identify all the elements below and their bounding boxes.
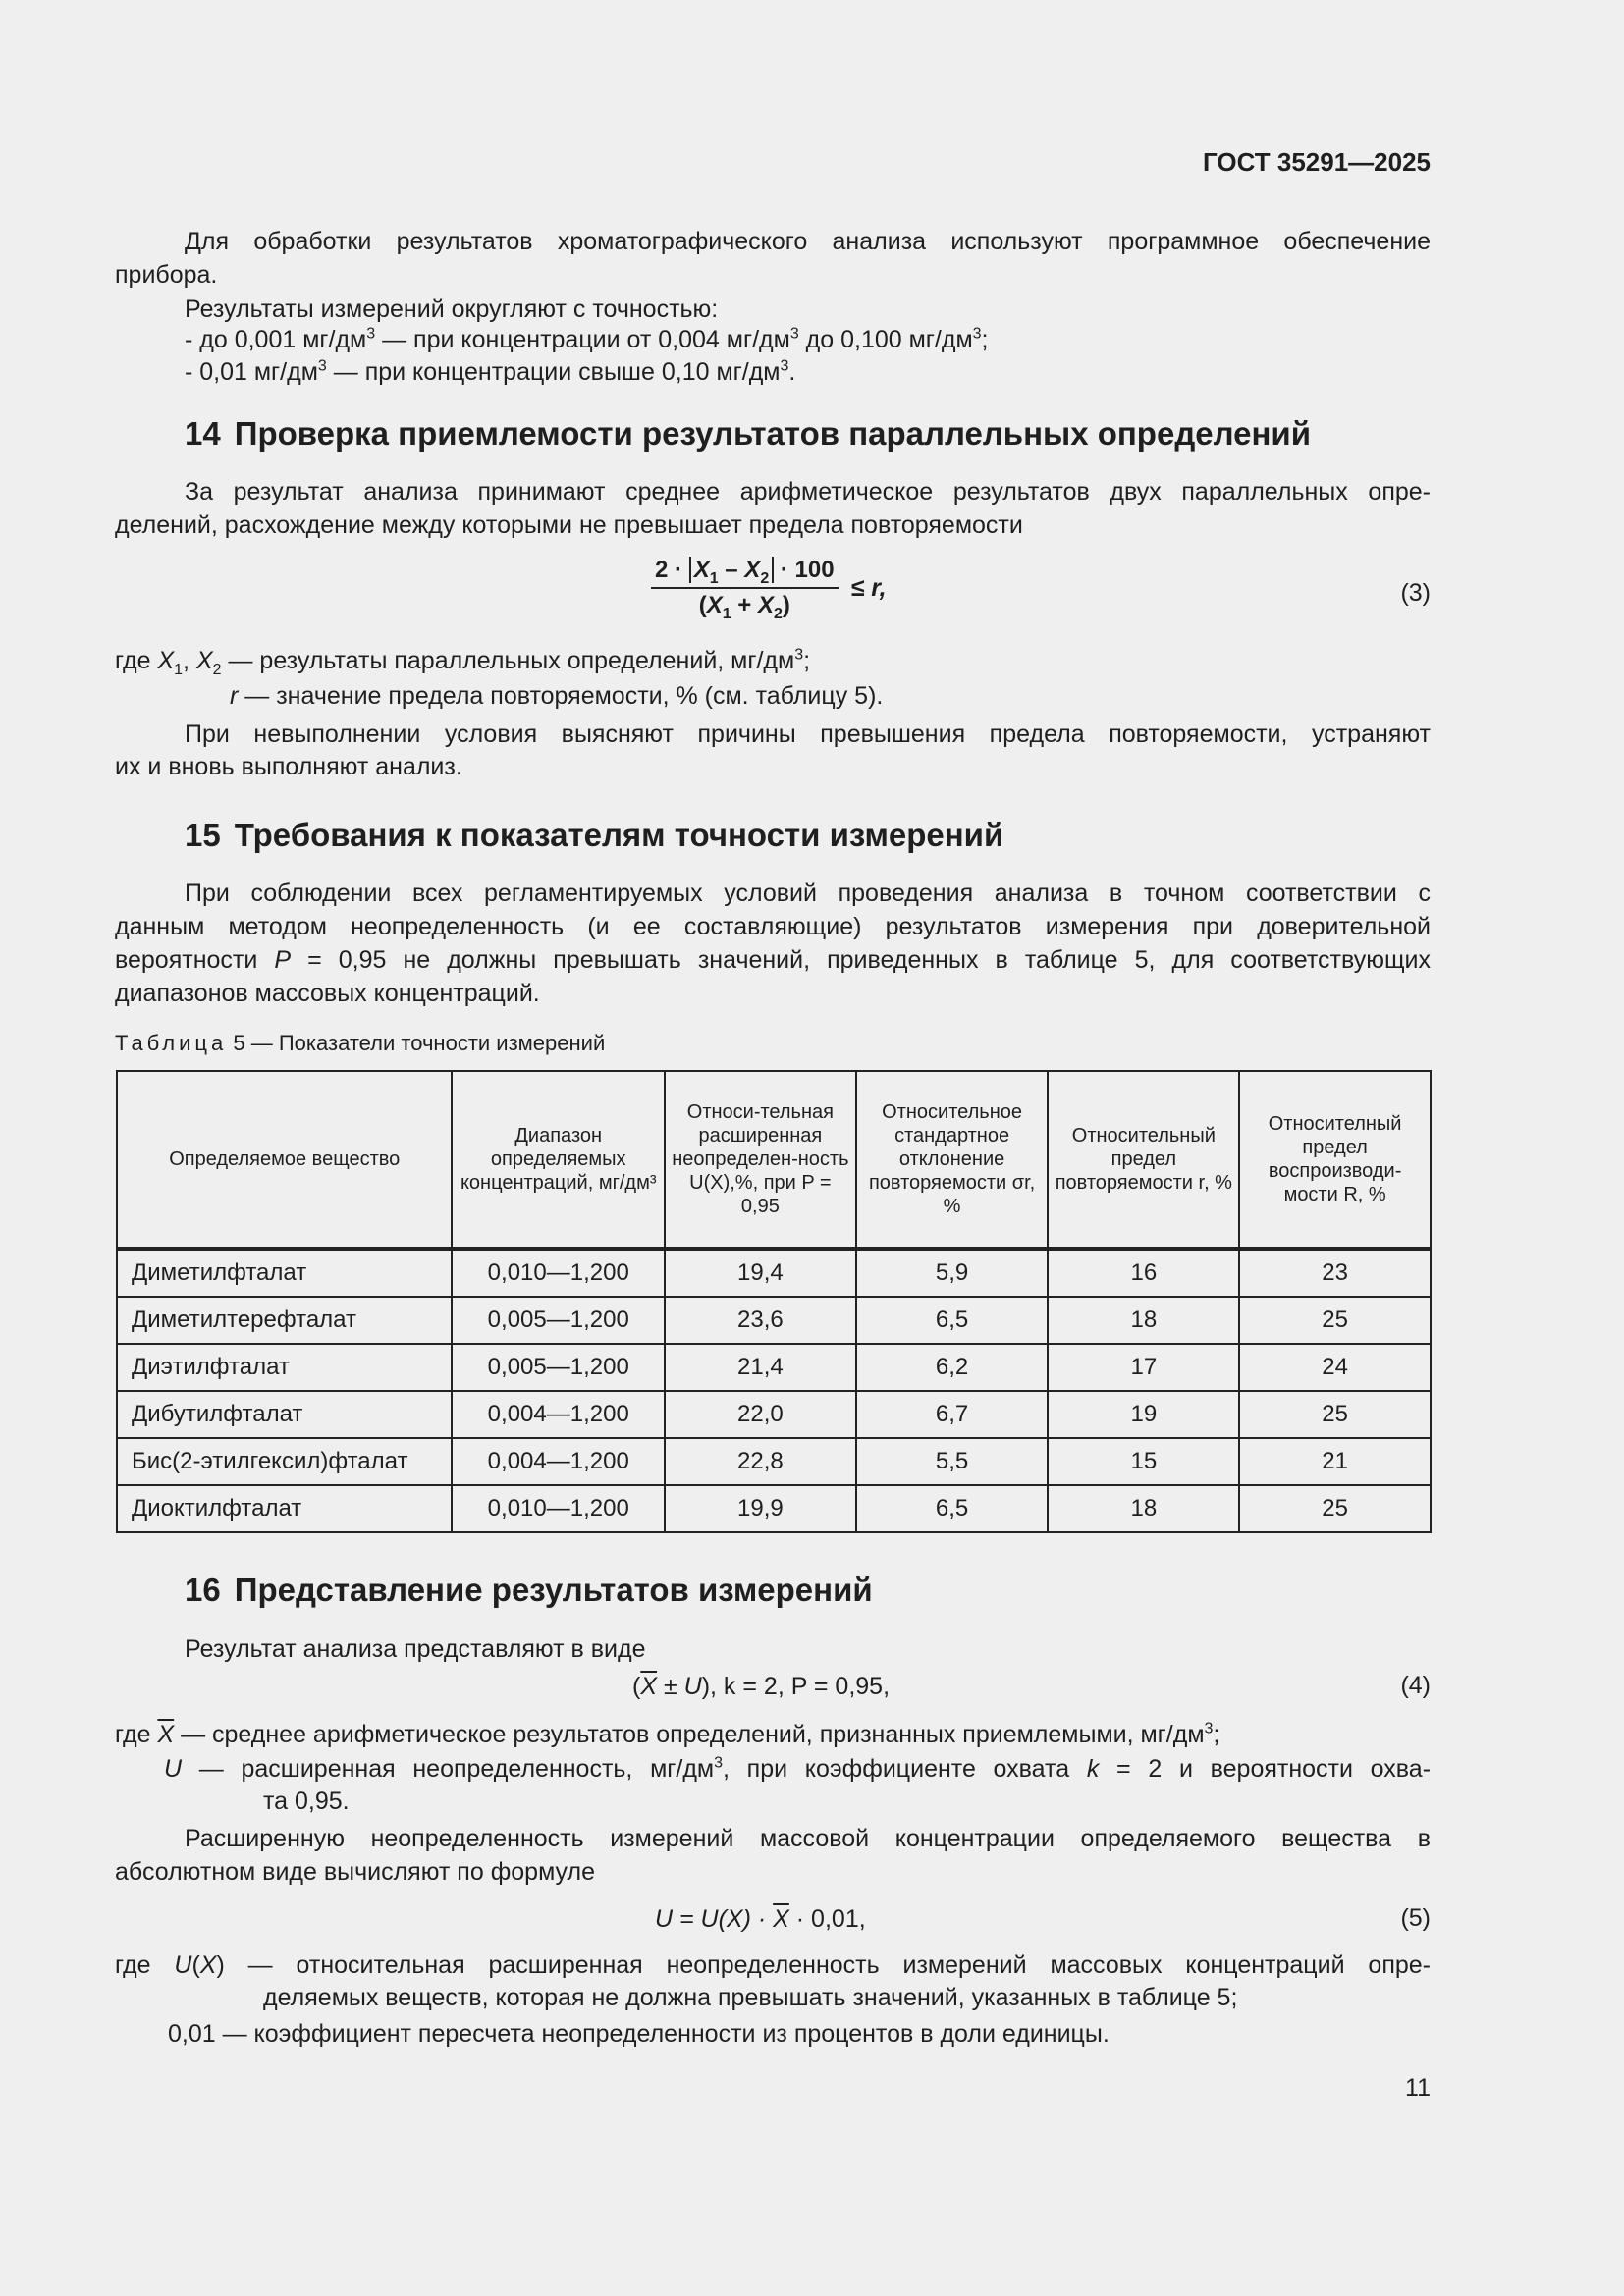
text: — при концентрации от 0,004 мг/дм bbox=[375, 326, 790, 353]
superscript: 3 bbox=[794, 646, 804, 664]
caption-label: Таблица bbox=[115, 1031, 228, 1055]
section15-line3 bbox=[115, 943, 1431, 977]
text: — расширенная неопределенность, мг/дм bbox=[182, 1755, 715, 1783]
where-ux-line2: деляемых веществ, которая не должна превышать значений, указанных в таблице 5; bbox=[263, 1984, 1238, 2011]
text: = 2 и вероятности охва- bbox=[1099, 1755, 1432, 1783]
text: При невыполнении условия выясняют причины превышения предела повторяемости, устраняют bbox=[185, 721, 1431, 748]
cell-std-deviation: 6,5 bbox=[856, 1485, 1049, 1532]
section15-line2 bbox=[115, 910, 1431, 943]
text: 2 · bbox=[655, 557, 689, 583]
cell-repeatability: 19 bbox=[1048, 1391, 1239, 1438]
var-x-mean: $\overline{X}$ bbox=[773, 1905, 789, 1933]
cell-std-deviation: 5,5 bbox=[856, 1438, 1049, 1485]
text: — относительная расширенная неопределенность измерений массовых концентраций опре- bbox=[224, 1951, 1431, 1979]
text: — значение предела повторяемости, % (см. таблицу 5). bbox=[238, 682, 884, 710]
section-16-heading bbox=[185, 1571, 873, 1610]
text: где bbox=[115, 1721, 158, 1748]
section16-p2-line1 bbox=[185, 1822, 1431, 1855]
table-row bbox=[117, 1391, 1431, 1438]
table-caption bbox=[115, 1031, 605, 1056]
cell-reproducibility: 21 bbox=[1239, 1438, 1431, 1485]
text: ; bbox=[803, 647, 811, 674]
text: · 0,01, bbox=[788, 1905, 866, 1933]
section15-line4: диапазонов массовых концентраций. bbox=[115, 980, 540, 1007]
text: — результаты параллельных определений, мг/дм bbox=[221, 647, 795, 674]
text: . bbox=[788, 358, 796, 386]
superscript: 3 bbox=[789, 325, 799, 343]
section-14-heading bbox=[185, 414, 1311, 454]
text: ) bbox=[782, 592, 790, 618]
cell-repeatability: 17 bbox=[1048, 1344, 1239, 1391]
text: ± bbox=[657, 1673, 684, 1700]
cell-reproducibility: 25 bbox=[1239, 1485, 1431, 1532]
text: ( bbox=[698, 592, 707, 618]
var-x: X bbox=[706, 592, 723, 618]
cell-uncertainty: 22,0 bbox=[665, 1391, 856, 1438]
text: ; bbox=[981, 326, 989, 353]
fraction bbox=[651, 556, 839, 620]
formula-3 bbox=[651, 556, 887, 620]
var-x: X bbox=[744, 557, 761, 583]
section14-p2-line2: их и вновь выполняют анализ. bbox=[115, 753, 462, 780]
cell-uncertainty: 19,9 bbox=[665, 1485, 856, 1532]
cell-uncertainty: 22,8 bbox=[665, 1438, 856, 1485]
cell-substance: Диэтилфталат bbox=[117, 1344, 452, 1391]
text: до 0,100 мг/дм bbox=[798, 326, 973, 353]
rounding-intro: Результаты измерений округляют с точностью: bbox=[185, 295, 719, 323]
cell-repeatability: 18 bbox=[1048, 1485, 1239, 1532]
section15-line1 bbox=[185, 877, 1431, 910]
text: ( bbox=[632, 1673, 641, 1700]
var-r: r bbox=[230, 682, 239, 710]
section-number: 15 bbox=[185, 817, 221, 853]
table-row bbox=[117, 1344, 1431, 1391]
subscript: 2 bbox=[760, 569, 770, 587]
text: = 0,95 не должны превышать значений, приведенных в таблице 5, для соответствующих bbox=[291, 946, 1431, 974]
table-row bbox=[117, 1249, 1431, 1297]
var-x-mean: $\overline{X}$ bbox=[640, 1673, 658, 1700]
cell-std-deviation: 6,5 bbox=[856, 1297, 1049, 1344]
section-number: 16 bbox=[185, 1572, 221, 1608]
col-header-repeatability: Относительный предел повторяемости r, % bbox=[1048, 1071, 1239, 1249]
where-ux-line1: где U(X) — относительная расширенная неопределенность измерений массовых концентраций опре- bbox=[115, 1951, 1431, 1979]
equation-number-5: (5) bbox=[1400, 1904, 1431, 1932]
subscript: 2 bbox=[212, 662, 222, 678]
var-x: X bbox=[693, 557, 710, 583]
cell-uncertainty: 23,6 bbox=[665, 1297, 856, 1344]
table-row bbox=[117, 1438, 1431, 1485]
cell-range: 0,010—1,200 bbox=[452, 1249, 665, 1297]
section14-p1-line1 bbox=[185, 475, 1431, 508]
table-row bbox=[117, 1485, 1431, 1532]
formula-4 bbox=[632, 1670, 890, 1703]
where-x1-x2: где $X_1$, $X_2$ — результаты параллельных определений, $мг/дм^3$; bbox=[115, 646, 811, 678]
text: вероятности bbox=[115, 946, 275, 974]
plus: + bbox=[731, 592, 758, 618]
col-header-std-deviation: Относительное стандартное отклонение повторяемости σr, % bbox=[856, 1071, 1049, 1249]
text: — среднее арифметическое результатов определений, признанных приемлемыми, мг/дм bbox=[174, 1721, 1205, 1748]
text: данным методом неопределенность (и ее составляющие) результатов измерения при доверительной bbox=[115, 913, 1431, 940]
text: · 100 bbox=[774, 557, 835, 583]
subscript: 1 bbox=[174, 662, 184, 678]
cell-reproducibility: 25 bbox=[1239, 1391, 1431, 1438]
superscript: 3 bbox=[317, 357, 327, 375]
section14-p2-line1 bbox=[185, 718, 1431, 751]
cell-substance: Диоктилфталат bbox=[117, 1485, 452, 1532]
section14-p1-line2: делений, расхождение между которыми не превышает предела повторяемости bbox=[115, 511, 1023, 539]
col-header-substance: Определяемое вещество bbox=[117, 1071, 452, 1249]
absolute-value bbox=[689, 557, 775, 587]
text: - 0,01 мг/дм bbox=[185, 358, 318, 386]
section-title: Представление результатов измерений bbox=[234, 1572, 873, 1608]
var-u: U bbox=[164, 1755, 183, 1783]
var-p: P bbox=[274, 946, 292, 974]
where-u-line1: U — расширенная неопределенность, $мг/дм^3$, при коэффициенте охвата k = 2 и вероятности охва- bbox=[164, 1754, 1432, 1783]
cell-substance: Бис(2-этилгексил)фталат bbox=[117, 1438, 452, 1485]
denominator bbox=[651, 589, 839, 620]
page-number: 11 bbox=[1405, 2074, 1431, 2102]
subscript: 2 bbox=[773, 605, 783, 622]
equation-number-3: (3) bbox=[1400, 579, 1431, 607]
text: При соблюдении всех регламентируемых условий проведения анализа в точном соответствии с bbox=[185, 880, 1431, 907]
cell-repeatability: 18 bbox=[1048, 1297, 1239, 1344]
cell-substance: Диметилтерефталат bbox=[117, 1297, 452, 1344]
where-001: 0,01 — коэффициент пересчета неопределенности из процентов в доли единицы. bbox=[168, 2020, 1110, 2048]
var-x: X bbox=[157, 647, 175, 674]
text: Расширенную неопределенность измерений массовой концентрации определяемого вещества в bbox=[185, 1825, 1431, 1852]
accuracy-table bbox=[116, 1070, 1432, 1533]
cell-uncertainty: 19,4 bbox=[665, 1249, 856, 1297]
subscript: 1 bbox=[709, 569, 719, 587]
section16-p2-line2: абсолютном виде вычисляют по формуле bbox=[115, 1858, 595, 1886]
text: ; bbox=[1213, 1721, 1220, 1748]
cell-reproducibility: 25 bbox=[1239, 1297, 1431, 1344]
rounding-item-2 bbox=[185, 355, 795, 389]
cell-range: 0,004—1,200 bbox=[452, 1391, 665, 1438]
cell-substance: Дибутилфталат bbox=[117, 1391, 452, 1438]
cell-std-deviation: 6,2 bbox=[856, 1344, 1049, 1391]
table-row bbox=[117, 1297, 1431, 1344]
where-r bbox=[230, 679, 883, 713]
section-title: Требования к показателям точности измерений bbox=[234, 817, 1004, 853]
cell-reproducibility: 24 bbox=[1239, 1344, 1431, 1391]
text: , при коэффициенте охвата bbox=[723, 1755, 1087, 1783]
superscript: 3 bbox=[972, 325, 982, 343]
cell-std-deviation: 6,7 bbox=[856, 1391, 1049, 1438]
section-number: 14 bbox=[185, 415, 221, 452]
superscript: 3 bbox=[366, 325, 376, 343]
equation-number-4: (4) bbox=[1400, 1672, 1431, 1699]
cell-range: 0,005—1,200 bbox=[452, 1344, 665, 1391]
col-header-range: Диапазон определяемых концентраций, мг/дм³ bbox=[452, 1071, 665, 1249]
text: За результат анализа принимают среднее арифметическое результатов двух параллельных опре- bbox=[185, 478, 1431, 506]
var-u: U bbox=[683, 1673, 702, 1700]
numerator bbox=[651, 556, 839, 589]
superscript: 3 bbox=[714, 1754, 724, 1772]
var-x: X bbox=[195, 647, 213, 674]
subscript: 1 bbox=[722, 605, 731, 622]
document-code: ГОСТ 35291—2025 bbox=[1203, 147, 1431, 177]
cell-range: 0,004—1,200 bbox=[452, 1438, 665, 1485]
software-paragraph-line2: прибора. bbox=[115, 261, 218, 289]
section16-p1: Результат анализа представляют в виде bbox=[185, 1635, 646, 1663]
col-header-reproducibility: Относителный предел воспроизводи-мости R, % bbox=[1239, 1071, 1431, 1249]
where-x-mean bbox=[115, 1718, 1219, 1751]
minus: – bbox=[718, 557, 745, 583]
var-x-mean: $\overline{X}$ bbox=[157, 1721, 175, 1748]
cell-reproducibility: 23 bbox=[1239, 1249, 1431, 1297]
text: где bbox=[115, 1951, 175, 1979]
cell-std-deviation: 5,9 bbox=[856, 1249, 1049, 1297]
superscript: 3 bbox=[780, 357, 789, 375]
text: где bbox=[115, 647, 158, 674]
cell-repeatability: 16 bbox=[1048, 1249, 1239, 1297]
var-x: X bbox=[757, 592, 774, 618]
formula-5 bbox=[655, 1902, 866, 1936]
formula-rhs: ≤ r, bbox=[850, 574, 887, 602]
text: — при концентрации свыше 0,10 мг/дм bbox=[326, 358, 781, 386]
table-header-row bbox=[117, 1071, 1431, 1249]
rounding-item-1 bbox=[185, 323, 989, 356]
cell-range: 0,010—1,200 bbox=[452, 1485, 665, 1532]
caption-text: 5 — Показатели точности измерений bbox=[227, 1031, 606, 1055]
formula-lhs: U = U(X) · bbox=[655, 1905, 774, 1933]
cell-range: 0,005—1,200 bbox=[452, 1297, 665, 1344]
text: Для обработки результатов хроматографического анализа используют программное обеспечение bbox=[185, 228, 1431, 255]
text: - до 0,001 мг/дм bbox=[185, 326, 367, 353]
cell-repeatability: 15 bbox=[1048, 1438, 1239, 1485]
cell-substance: Диметилфталат bbox=[117, 1249, 452, 1297]
col-header-uncertainty: Относи-тельная расширенная неопределен-ность U(X),%, при P = 0,95 bbox=[665, 1071, 856, 1249]
section-title: Проверка приемлемости результатов параллельных определений bbox=[234, 415, 1312, 452]
superscript: 3 bbox=[1204, 1720, 1214, 1737]
section-15-heading bbox=[185, 816, 1003, 855]
text: ), k = 2, P = 0,95, bbox=[701, 1673, 891, 1700]
software-paragraph-line1 bbox=[185, 225, 1431, 258]
where-u-line2: та 0,95. bbox=[263, 1788, 350, 1815]
cell-uncertainty: 21,4 bbox=[665, 1344, 856, 1391]
